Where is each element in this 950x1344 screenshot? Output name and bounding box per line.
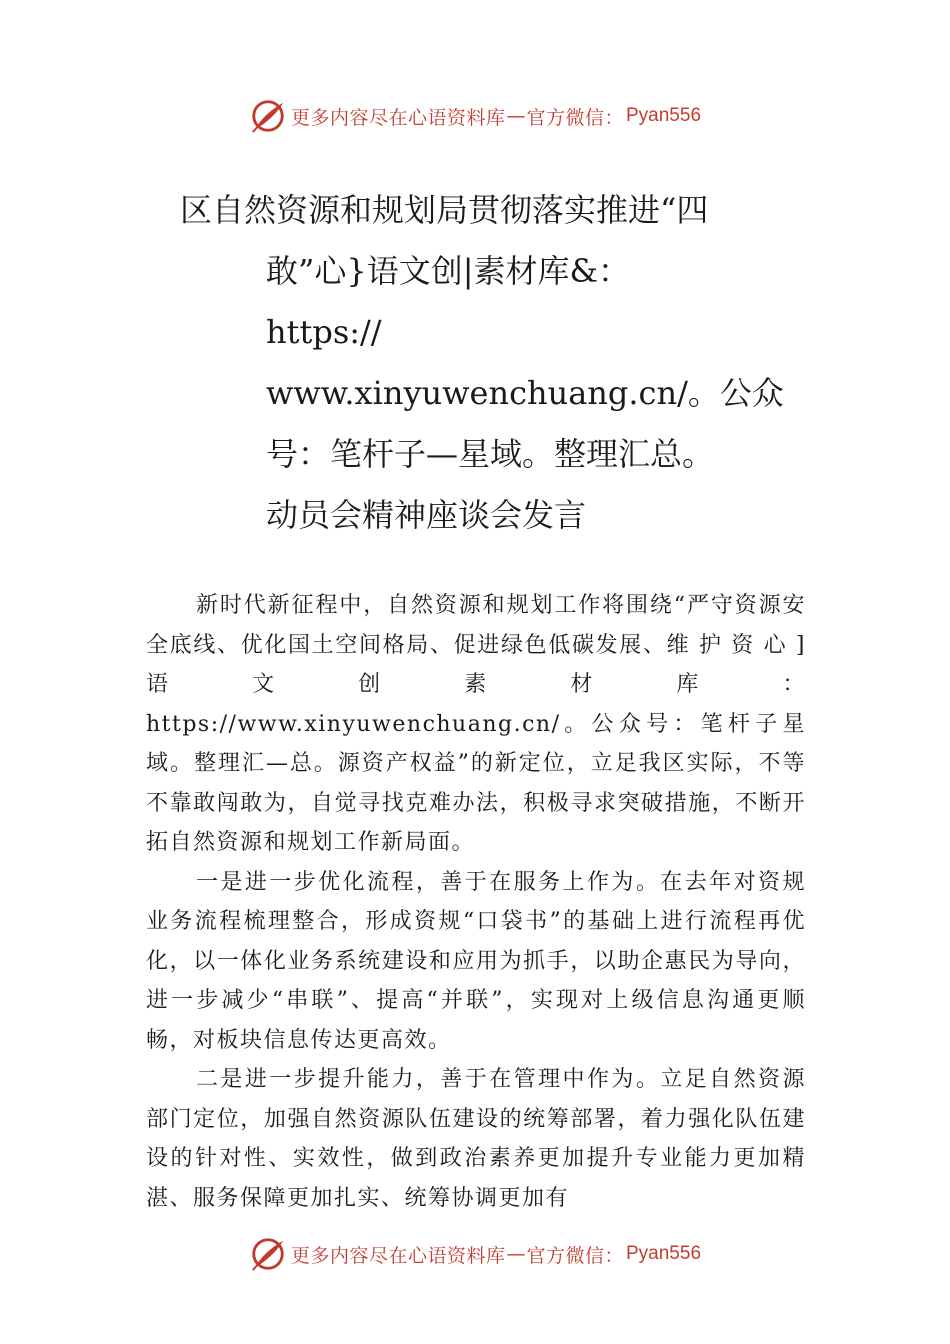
- paragraph: 二是进一步提升能力，善于在管理中作为。立足自然资源部门定位，加强自然资源队伍建设的统筹部署，着力强化队伍建设的针对性、实效性，做到政治素养更加提升专业能力更加精湛、服务保障更加扎实、统筹协调更加有: [146, 1067, 806, 1211]
- quill-logo-icon: [249, 97, 287, 135]
- banner-separator: —: [506, 105, 526, 127]
- paragraph: 一是进一步优化流程，善于在服务上作为。在去年对资规业务流程梳理整合，形成资规“口袋书”的基础上进行流程再优化，以一体化业务系统建设和应用为抓手，以助企惠民为导向，进一步减少“串联”、提高“并联”，实现对上级信息沟通更顺畅，对板块信息传达更高效。: [146, 869, 806, 1053]
- title-line: www.xinyuwenchuang.cn/。公众: [266, 374, 784, 412]
- banner-separator: —: [506, 1243, 526, 1265]
- banner-wechat-label: 官方微信：: [526, 1244, 624, 1267]
- header-banner: [0, 94, 950, 138]
- banner-text: 更多内容尽在心语资料库: [290, 1244, 506, 1267]
- title-line: 敢”心}语文创|素材库&：: [266, 252, 630, 290]
- title-line: 动员会精神座谈会发言: [266, 496, 587, 534]
- document-title: [180, 180, 820, 546]
- document-body: [146, 586, 806, 1218]
- title-line: 号：笔杆子—星域。整理汇总。: [266, 435, 715, 473]
- banner-wechat-id: Pyan556: [626, 105, 702, 126]
- title-line: https://: [266, 313, 382, 351]
- banner-wechat-id: Pyan556: [626, 1243, 702, 1264]
- banner-wechat-label: 官方微信：: [526, 106, 624, 129]
- quill-logo-icon: [249, 1235, 287, 1273]
- footer-banner: [0, 1232, 950, 1276]
- paragraph: 新时代新征程中，自然资源和规划工作将围绕“严守资源安全底线、优化国土空间格局、促进绿色低碳发展、维 护 资 心 ] 语 文 创 素 材 库 ： https://www.xinyuwenchuang.cn/。公众号：笔杆子星域。整理汇—总。源资产权益”的新定位，立足我区实际，不等不靠敢闯敢为，自觉寻找克难办法，积极寻求突破措施，不断开拓自然资源和规划工作新局面。: [146, 593, 806, 855]
- banner-text: 更多内容尽在心语资料库: [290, 106, 506, 129]
- title-line: 区自然资源和规划局贯彻落实推进“四: [180, 191, 709, 229]
